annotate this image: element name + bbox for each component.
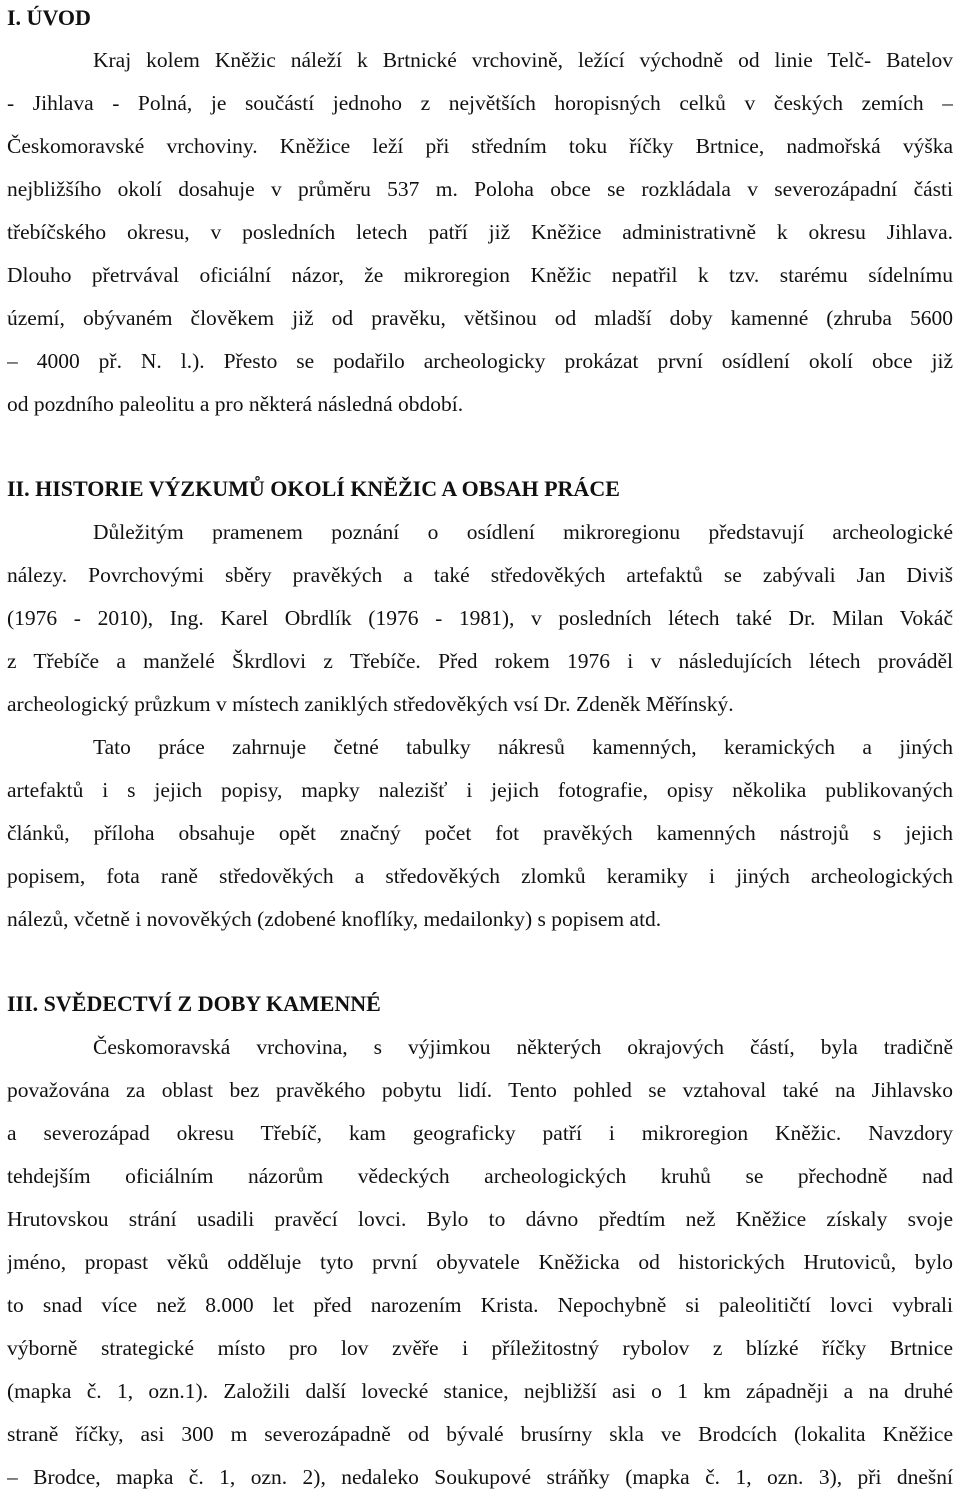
paragraph-line: nálezy. Povrchovými sběry pravěkých a také středověkých artefaktů se zabývali Jan Diviš — [7, 563, 953, 587]
paragraph-line: Důležitým pramenem poznání o osídlení mikroregionu představují archeologické — [93, 520, 953, 544]
section-heading-uvod: I. ÚVOD — [7, 5, 91, 30]
paragraph-line: Dlouho přetrvával oficiální názor, že mikroregion Kněžic nepatřil k tzv. starému sídelnímu — [7, 263, 953, 287]
paragraph-line: považována za oblast bez pravěkého pobytu lidí. Tento pohled se vztahoval také na Jihlavsko — [7, 1078, 953, 1102]
paragraph-line: třebíčského okresu, v posledních letech patří již Kněžice administrativně k okresu Jihlava. — [7, 220, 953, 244]
paragraph-line: Tato práce zahrnuje četné tabulky nákresů kamenných, keramických a jiných — [93, 735, 953, 759]
paragraph-line: článků, příloha obsahuje opět značný počet fot pravěkých kamenných nástrojů s jejich — [7, 821, 953, 845]
paragraph-line: (1976 - 2010), Ing. Karel Obrdlík (1976 - 1981), v posledních létech také Dr. Milan Vokáč — [7, 606, 953, 630]
paragraph-line: – Brodce, mapka č. 1, ozn. 2), nedaleko Soukupové stráňky (mapka č. 1, ozn. 3), při dnešní — [7, 1465, 953, 1489]
paragraph-line: výborně strategické místo pro lov zvěře i příležitostný rybolov z blízké říčky Brtnice — [7, 1336, 953, 1360]
paragraph-line: (mapka č. 1, ozn.1). Založili další lovecké stanice, nejbližší asi o 1 km západněji a na druhé — [7, 1379, 953, 1403]
paragraph-line: Hrutovskou strání usadili pravěcí lovci. Bylo to dávno předtím než Kněžice získaly svoje — [7, 1207, 953, 1231]
paragraph-line: archeologický průzkum v místech zaniklých středověkých vsí Dr. Zdeněk Měřínský. — [7, 692, 734, 716]
paragraph-line: - Jihlava - Polná, je součástí jednoho z největších horopisných celků v českých zemích – — [7, 91, 953, 115]
paragraph-line: – 4000 př. N. l.). Přesto se podařilo archeologicky prokázat první osídlení okolí obce již — [7, 349, 953, 373]
paragraph-line: tehdejším oficiálním názorům vědeckých archeologických kruhů se přechodně nad — [7, 1164, 953, 1188]
section-heading-historie: II. HISTORIE VÝZKUMŮ OKOLÍ KNĚŽIC A OBSAH PRÁCE — [7, 476, 620, 501]
paragraph-line: území, obývaném člověkem již od pravěku, většinou od mladší doby kamenné (zhruba 5600 — [7, 306, 953, 330]
paragraph-line: popisem, fota raně středověkých a středověkých zlomků keramiky i jiných archeologických — [7, 864, 953, 888]
paragraph-line: Kraj kolem Kněžic náleží k Brtnické vrchovině, ležící východně od linie Telč- Batelov — [93, 48, 953, 72]
paragraph-line: jméno, propast věků odděluje tyto první obyvatele Kněžicka od historických Hrutoviců, bylo — [7, 1250, 953, 1274]
paragraph-line: to snad více než 8.000 let před narozením Krista. Nepochybně si paleolitičtí lovci vybrali — [7, 1293, 953, 1317]
paragraph-line: Českomoravská vrchovina, s výjimkou některých okrajových částí, byla tradičně — [93, 1035, 953, 1059]
paragraph-line: od pozdního paleolitu a pro některá následná období. — [7, 392, 464, 416]
section-heading-svedectvi: III. SVĚDECTVÍ Z DOBY KAMENNÉ — [7, 991, 381, 1016]
paragraph-line: nálezů, včetně i novověkých (zdobené knoflíky, medailonky) s popisem atd. — [7, 907, 662, 931]
paragraph-line: z Třebíče a manželé Škrdlovi z Třebíče. Před rokem 1976 i v následujících létech prováděl — [7, 649, 953, 673]
paragraph-line: straně říčky, asi 300 m severozápadně od bývalé brusírny skla ve Brodcích (lokalita Kněžice — [7, 1422, 953, 1446]
paragraph-line: nejbližšího okolí dosahuje v průměru 537 m. Poloha obce se rozkládala v severozápadní části — [7, 177, 953, 201]
paragraph-line: artefaktů i s jejich popisy, mapky nalezišť i jejich fotografie, opisy několika publikovaných — [7, 778, 953, 802]
paragraph-line: Českomoravské vrchoviny. Kněžice leží při středním toku říčky Brtnice, nadmořská výška — [7, 134, 953, 158]
paragraph-line: a severozápad okresu Třebíč, kam geograficky patří i mikroregion Kněžic. Navzdory — [7, 1121, 953, 1145]
